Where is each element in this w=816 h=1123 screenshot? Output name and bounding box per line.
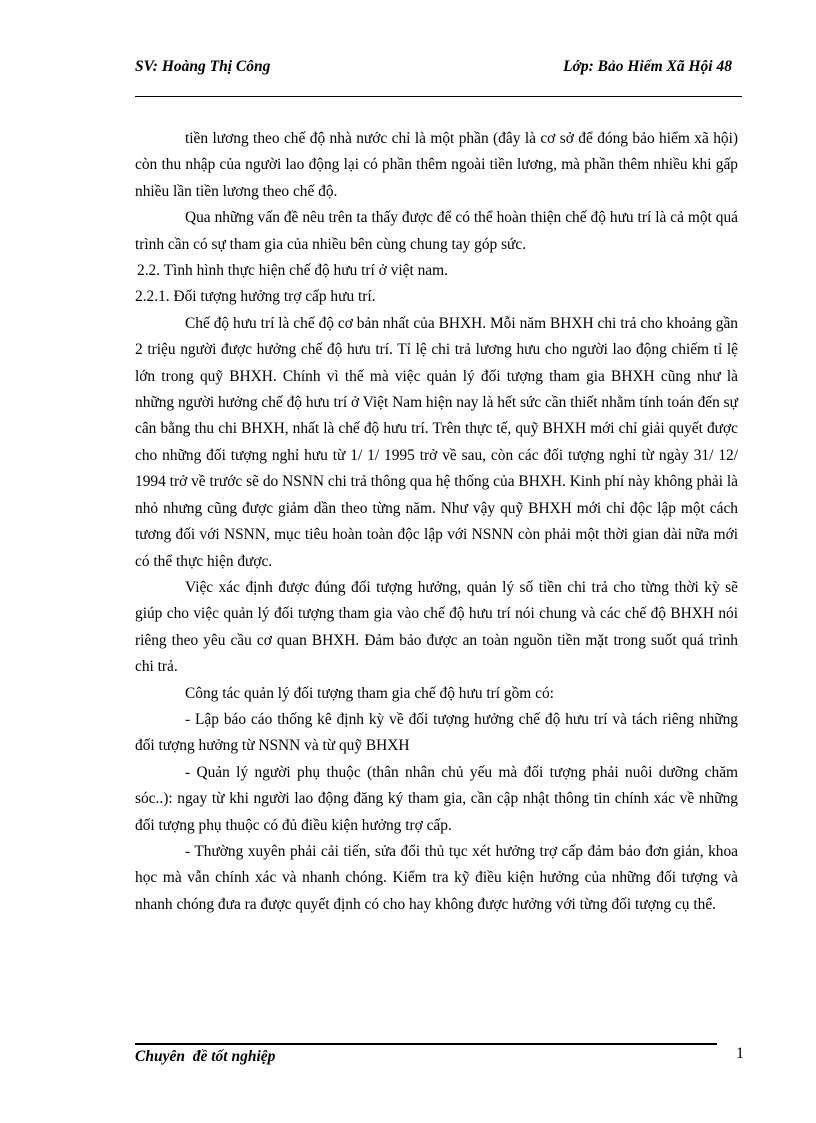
- paragraph: Qua những vấn đề nêu trên ta thấy được để có thể hoàn thiện chế độ hưu trí là cả một quá trình cần có sự tham gia của nhiều bên cùng chung tay góp sức.: [135, 209, 738, 253]
- page-header: [135, 58, 740, 78]
- footer-title: Chuyên đề tốt nghiệp: [135, 1048, 276, 1065]
- list-item: - Thường xuyên phải cải tiến, sửa đổi thủ tục xét hưởng trợ cấp đảm bảo đơn giản, khoa học mà vẫn chính xác và nhanh chóng. Kiểm tra kỹ điều kiện hưởng của những đối tượng và nhanh chóng đưa ra được quyết định có cho hay không được hưởng với từng đối tượng cụ thể.: [135, 842, 738, 913]
- paragraph: Công tác quản lý đối tượng tham gia chế độ hưu trí gồm có:: [185, 684, 554, 702]
- class-name: Lớp: Bảo Hiểm Xã Hội 48: [563, 58, 732, 75]
- paragraph: Chế độ hưu trí là chế độ cơ bản nhất của BHXH. Mỗi năm BHXH chi trả cho khoảng gần 2 triệu người được hưởng chế độ hưu trí. Tỉ lệ chi trả lương hưu cho người lao động chiếm tỉ lệ lớn trong quỹ BHXH. Chính vì thế mà việc quản lý đối tượng tham gia BHXH cũng như là những người hưởng chế độ hưu trí ở Việt Nam hiện nay là hết sức cần thiết nhằm tính toán đến sự cân bằng thu chi BHXH, nhất là chế độ hưu trí. Trên thực tế, quỹ BHXH mới chỉ giải quyết được cho những đối tượng nghỉ hưu từ 1/ 1/ 1995 trở về sau, còn các đối tượng nghỉ từ ngày 31/ 12/ 1994 trở về trước sẽ do NSNN chi trả thông qua hệ thống của BHXH. Kinh phí này không phải là nhỏ nhưng cũng được giảm dần theo từng năm. Như vậy quỹ BHXH mới chỉ độc lập một cách tương đối với NSNN, mục tiêu hoàn toàn độc lập với NSNN còn phải một thời gian dài nữa mới có thể thực hiện được.: [135, 314, 738, 570]
- document-body: [135, 126, 738, 918]
- student-name: SV: Hoàng Thị Công: [135, 58, 271, 75]
- footer-divider: [135, 1043, 717, 1045]
- paragraph: Việc xác định được đúng đối tượng hưởng, quản lý số tiền chi trả cho từng thời kỳ sẽ giúp cho việc quản lý đối tượng tham gia vào chế độ hưu trí nói chung và các chế độ BHXH nói riêng theo yêu cầu cơ quan BHXH. Đảm bảo được an toàn nguồn tiền mặt trong suốt quá trình chi trả.: [135, 578, 738, 676]
- page-number: 1: [736, 1045, 744, 1062]
- paragraph: tiền lương theo chế độ nhà nước chỉ là một phần (đây là cơ sở để đóng bảo hiểm xã hội) còn thu nhập của người lao động lại có phần thêm ngoài tiền lương, mà phần thêm nhiều khi gấp nhiều lần tiền lương theo chế độ.: [135, 130, 738, 200]
- list-item: - Quản lý người phụ thuộc (thân nhân chủ yếu mà đối tượng phải nuôi dưỡng chăm sóc..): ngay từ khi người lao động đăng ký tham gia, cần cập nhật thông tin chính xác về những đối tượng phụ thuộc có đủ điều kiện hưởng trợ cấp.: [135, 763, 738, 834]
- subsection-heading: 2.2.1. Đối tượng hưởng trợ cấp hưu trí.: [135, 288, 376, 306]
- section-heading: 2.2. Tình hình thực hiện chế độ hưu trí ở việt nam.: [137, 262, 448, 280]
- header-divider: [135, 96, 742, 97]
- list-item: - Lập báo cáo thống kê định kỳ về đối tượng hưởng chế độ hưu trí và tách riêng những đối tượng hưởng từ NSNN và từ quỹ BHXH: [135, 710, 738, 755]
